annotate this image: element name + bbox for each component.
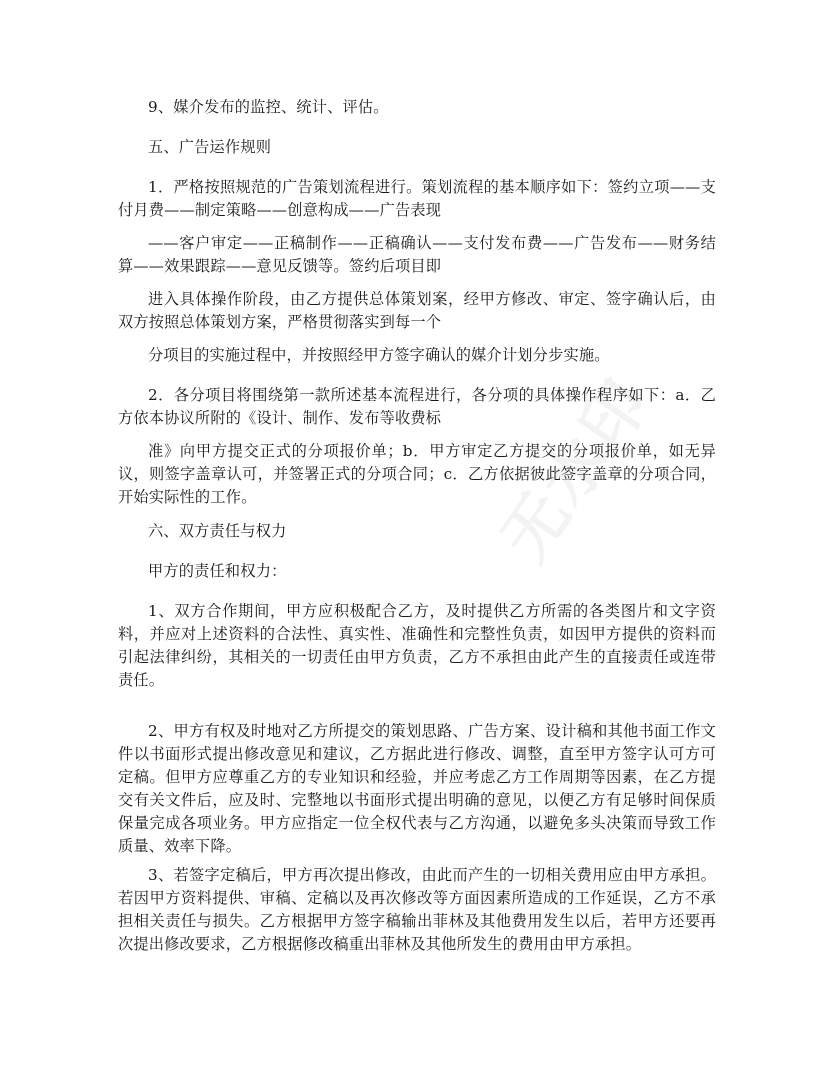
paragraph-party-a-item-1: 1、双方合作期间，甲方应积极配合乙方，及时提供乙方所需的各类图片和文字资料，并应对上述资料的合法性、真实性、准确性和完整性负责，如因甲方提供的资料而引起法律纠纷，其相关的一切责任由甲方负责，乙方不承担由此产生的直接责任或连带责任。 — [118, 602, 716, 689]
paragraph-rule-1-part3: 进入具体操作阶段，由乙方提供总体策划案，经甲方修改、审定、签字确认后，由双方按照总体策划方案，严格贯彻落实到每一个 — [118, 290, 716, 331]
paragraph-rule-1-part4: 分项目的实施过程中，并按照经甲方签字确认的媒介计划分步实施。 — [148, 346, 610, 364]
section-heading-ad-operation-rules: 五、广告运作规则 — [148, 138, 272, 156]
paragraph-rule-1-part2: ——客户审定——正稿制作——正稿确认——支付发布费——广告发布——财务结算——效果跟踪——意见反馈等。签约后项目即 — [118, 234, 716, 275]
paragraph-party-a-item-3: 3、若签字定稿后，甲方再次提出修改，由此而产生的一切相关费用应由甲方承担。若因甲方资料提供、审稿、定稿以及再次修改等方面因素所造成的工作延误，乙方不承担相关责任与损失。乙方根据甲方签字稿输出菲林及其他费用发生以后，若甲方还要再次提出修改要求，乙方根据修改稿重出菲林及其他所发生的费用由甲方承担。 — [118, 866, 716, 953]
paragraph-party-a-item-2: 2、甲方有权及时地对乙方所提交的策划思路、广告方案、设计稿和其他书面工作文件以书面形式提出修改意见和建议，乙方据此进行修改、调整，直至甲方签字认可方可定稿。但甲方应尊重乙方的专业知识和经验，并应考虑乙方工作周期等因素，在乙方提交有关文件后，应及时、完整地以书面形式提出明确的意见，以便乙方有足够时间保质保量完成各项业务。甲方应指定一位全权代表与乙方沟通，以避免多头决策而导致工作质量、效率下降。 — [118, 722, 716, 855]
paragraph-rule-1-part1: 1．严格按照规范的广告策划流程进行。策划流程的基本顺序如下：签约立项——支付月费——制定策略——创意构成——广告表现 — [118, 178, 716, 219]
section-heading-responsibilities: 六、双方责任与权力 — [148, 522, 287, 540]
paragraph-media-monitoring: 9、媒介发布的监控、统计、评估。 — [148, 98, 389, 116]
paragraph-rule-2-part1: 2．各分项目将围绕第一款所述基本流程进行，各分项的具体操作程序如下：a．乙方依本协议所附的《设计、制作、发布等收费标 — [118, 386, 716, 427]
subheading-party-a-responsibilities: 甲方的责任和权力： — [148, 562, 287, 580]
paragraph-rule-2-part2: 准》向甲方提交正式的分项报价单；b．甲方审定乙方提交的分项报价单，如无异议，则签字盖章认可，并签署正式的分项合同；c．乙方依据彼此签字盖章的分项合同，开始实际性的工作。 — [118, 442, 716, 506]
